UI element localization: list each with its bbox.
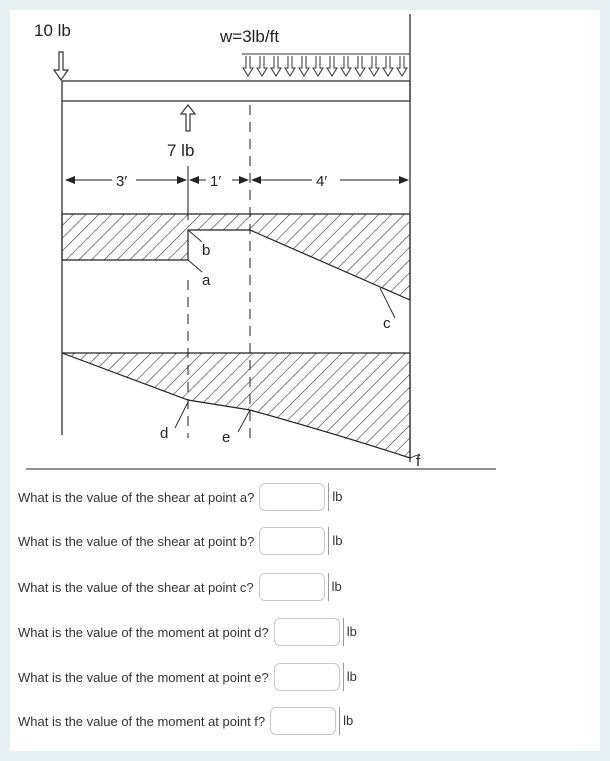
question-shear-b — [18, 524, 342, 558]
reaction-label: 7 lb — [167, 141, 195, 160]
question-moment-e — [18, 660, 357, 694]
beam-diagram — [10, 10, 600, 480]
answer-input-shear-b[interactable] — [259, 527, 325, 555]
answer-input-shear-a[interactable] — [259, 483, 325, 511]
beam — [62, 81, 410, 101]
question-text: What is the value of the shear at point a? — [18, 489, 255, 505]
point-e-label: e — [222, 429, 231, 446]
question-shear-a — [18, 480, 342, 514]
load-arrow-icon — [327, 56, 337, 76]
load-arrow-icon — [271, 56, 281, 76]
load-arrow-icon — [369, 56, 379, 76]
point-d-label: d — [160, 425, 169, 442]
dimension-3ft: 3′ — [116, 173, 128, 190]
question-text: What is the value of the moment at point e? — [18, 669, 269, 685]
answer-input-moment-e[interactable] — [274, 663, 340, 691]
distributed-load-arrows — [242, 54, 410, 76]
point-b-label: b — [202, 242, 211, 259]
problem-card — [10, 10, 600, 751]
question-text: What is the value of the shear at point c? — [18, 579, 254, 595]
load-arrow-icon — [313, 56, 323, 76]
load-arrow-icon — [341, 56, 351, 76]
question-text: What is the value of the moment at point f? — [18, 713, 266, 729]
dimension-1ft: 1′ — [210, 173, 222, 190]
load-arrow-icon — [299, 56, 309, 76]
shear-diagram — [62, 214, 410, 318]
answer-input-shear-c[interactable] — [259, 573, 325, 601]
point-load-label: 10 lb — [34, 21, 71, 40]
unit-label: lb — [328, 483, 342, 511]
dimension-4ft: 4′ — [316, 173, 328, 190]
point-f-label: f — [416, 453, 421, 470]
unit-label: lb — [343, 663, 357, 691]
question-shear-c — [18, 570, 342, 604]
question-moment-d — [18, 615, 357, 649]
load-arrow-icon — [243, 56, 253, 76]
point-a-label: a — [202, 272, 211, 289]
load-arrow-icon — [383, 56, 393, 76]
unit-label: lb — [339, 707, 353, 735]
load-arrow-icon — [397, 56, 407, 76]
question-text: What is the value of the moment at point d? — [18, 624, 269, 640]
answer-input-moment-f[interactable] — [270, 707, 336, 735]
answer-input-moment-d[interactable] — [274, 618, 340, 646]
load-arrow-icon — [257, 56, 267, 76]
question-text: What is the value of the shear at point b? — [18, 533, 255, 549]
load-arrow-icon — [355, 56, 365, 76]
moment-diagram — [62, 353, 420, 458]
load-arrow-icon — [285, 56, 295, 76]
point-c-label: c — [383, 315, 391, 332]
down-arrow-icon — [54, 52, 68, 80]
unit-label: lb — [343, 618, 357, 646]
unit-label: lb — [328, 573, 342, 601]
question-moment-f — [18, 704, 353, 738]
up-arrow-icon — [181, 105, 195, 131]
distributed-load-label: w=3lb/ft — [220, 27, 280, 46]
unit-label: lb — [328, 527, 342, 555]
